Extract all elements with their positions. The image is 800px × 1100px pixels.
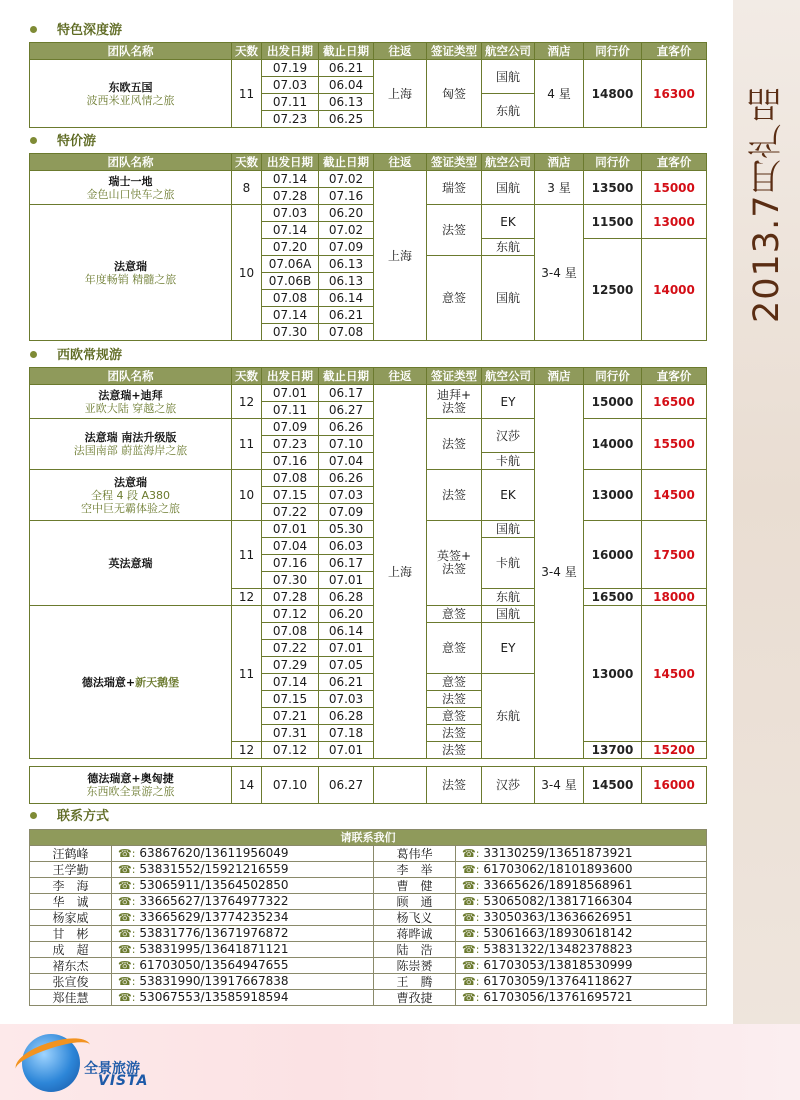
contact-name: 顾 通 (374, 894, 456, 910)
contact-row (30, 990, 707, 1006)
phone-icon: ☎: (118, 895, 136, 908)
phone-icon: ☎: (462, 975, 480, 988)
contact-name: 李 海 (30, 878, 112, 894)
phone-number: 53831990/13917667838 (139, 974, 289, 988)
contact-name: 褚东杰 (30, 958, 112, 974)
contact-name: 陆 浩 (374, 942, 456, 958)
contact-phone[interactable] (112, 878, 374, 894)
contact-row (30, 878, 707, 894)
bullet-icon (30, 351, 37, 358)
table-row: 法意瑞 年度畅销 精髓之旅 10 07.03 06.20 法签 EK 3-4 星 11500 13000 (30, 205, 707, 222)
contact-phone[interactable] (112, 894, 374, 910)
tour-name-cell: 东欧五国 波西米亚风情之旅 (30, 60, 232, 128)
table-row: 07.15 07.03 (30, 487, 707, 504)
phone-number: 53831995/13641871121 (139, 942, 289, 956)
contact-name: 杨飞义 (374, 910, 456, 926)
tour-table-western-europe-last (29, 766, 707, 804)
phone-number: 33130259/13651873921 (483, 846, 633, 860)
table-row: 07.21 06.28 意签 (30, 708, 707, 725)
tour-name-cell: 法意瑞+迪拜 亚欧大陆 穿越之旅 (30, 385, 232, 419)
table-row: 瑞士一地 金色山口快车之旅 8 07.14 07.02 上海 瑞签 国航 3 星 13500 15000 (30, 171, 707, 188)
phone-number: 53831552/15921216559 (139, 862, 289, 876)
table-row: 07.30 07.08 (30, 324, 707, 341)
phone-icon: ☎: (462, 927, 480, 940)
contact-name: 杨家威 (30, 910, 112, 926)
table-row: 德法瑞意+新天鹅堡 11 07.12 06.20 意签 国航 13000 14500 (30, 606, 707, 623)
contact-phone[interactable] (456, 958, 707, 974)
contact-name: 王 腾 (374, 974, 456, 990)
table-row: 07.20 07.09 东航 12500 14000 (30, 239, 707, 256)
table-row: 07.08 06.14 (30, 290, 707, 307)
table-row: 法意瑞+迪拜 亚欧大陆 穿越之旅 12 07.01 06.17 上海 迪拜+ 法签 EY 3-4 星 15000 16500 (30, 385, 707, 402)
phone-number: 33665626/18918568961 (483, 878, 633, 892)
tour-table-special-price (29, 153, 707, 341)
phone-number: 53065911/13564502850 (139, 878, 289, 892)
phone-icon: ☎: (462, 879, 480, 892)
contact-phone[interactable] (456, 910, 707, 926)
phone-icon: ☎: (118, 943, 136, 956)
contacts-table (29, 829, 707, 1006)
tour-name-cell: 法意瑞 全程 4 段 A380 空中巨无霸体验之旅 (30, 470, 232, 521)
contact-name: 曹孜捷 (374, 990, 456, 1006)
table-row: 07.22 07.01 (30, 640, 707, 657)
contact-row (30, 846, 707, 862)
phone-icon: ☎: (118, 863, 136, 876)
phone-icon: ☎: (462, 895, 480, 908)
phone-icon: ☎: (462, 863, 480, 876)
tour-name-cell: 瑞士一地 金色山口快车之旅 (30, 171, 232, 205)
section-title-special-deep: 特色深度游 (30, 23, 122, 39)
phone-number: 53831776/13671976872 (139, 926, 289, 940)
phone-icon: ☎: (462, 911, 480, 924)
phone-icon: ☎: (118, 991, 136, 1004)
contact-name: 郑佳慧 (30, 990, 112, 1006)
table-row: 07.29 07.05 (30, 657, 707, 674)
table-row: 07.14 07.02 (30, 222, 707, 239)
phone-icon: ☎: (462, 943, 480, 956)
table-row: 07.04 06.03 卡航 (30, 538, 707, 555)
tour-name-cell: 德法瑞意+新天鹅堡 (30, 606, 232, 759)
contact-phone[interactable] (456, 942, 707, 958)
contact-row (30, 942, 707, 958)
bullet-icon (30, 137, 37, 144)
contact-row (30, 910, 707, 926)
bullet-icon (30, 812, 37, 819)
tour-table-western-europe (29, 367, 707, 759)
table-row: 东欧五国 波西米亚风情之旅 11 07.19 06.21 上海 匈签 国航 4 星 14800 16300 (30, 60, 707, 77)
contact-phone[interactable] (112, 958, 374, 974)
contact-row (30, 974, 707, 990)
contact-phone[interactable] (456, 878, 707, 894)
phone-number: 61703053/13818530999 (483, 958, 633, 972)
table-row: 07.11 06.13 东航 (30, 94, 707, 111)
table-row: 12 07.12 07.01 法签 13700 15200 (30, 742, 707, 759)
contact-name: 李 举 (374, 862, 456, 878)
phone-icon: ☎: (118, 911, 136, 924)
table-row: 07.23 07.10 (30, 436, 707, 453)
contact-phone[interactable] (456, 846, 707, 862)
phone-number: 61703062/18101893600 (483, 862, 633, 876)
section-title-special-price: 特价游 (30, 134, 96, 150)
table-row: 07.14 06.21 意签 东航 (30, 674, 707, 691)
logo-text-en: VISTA (98, 1073, 149, 1089)
table-row: 英法意瑞 11 07.01 05.30 英签+ 法签 国航 16000 17500 (30, 521, 707, 538)
tour-name-cell: 英法意瑞 (30, 521, 232, 606)
contact-phone[interactable] (456, 974, 707, 990)
table-row: 07.06A 06.13 意签 国航 (30, 256, 707, 273)
phone-icon: ☎: (118, 927, 136, 940)
phone-number: 33050363/13636626951 (483, 910, 633, 924)
phone-number: 61703050/13564947655 (139, 958, 289, 972)
phone-number: 53061663/18930618142 (483, 926, 633, 940)
phone-icon: ☎: (118, 975, 136, 988)
contact-name: 葛伟华 (374, 846, 456, 862)
contact-name: 王学勤 (30, 862, 112, 878)
contact-rows (30, 846, 707, 1006)
contact-row (30, 958, 707, 974)
contact-phone[interactable] (112, 974, 374, 990)
contact-phone[interactable] (456, 926, 707, 942)
phone-icon: ☎: (462, 847, 480, 860)
phone-number: 53831322/13482378823 (483, 942, 633, 956)
contact-phone[interactable] (456, 862, 707, 878)
contacts-header: 请联系我们 (30, 830, 707, 846)
table-row: 法意瑞 南法升级版 法国南部 蔚蓝海岸之旅 11 07.09 06.26 法签 汉莎 14000 15500 (30, 419, 707, 436)
phone-icon: ☎: (118, 847, 136, 860)
table-row: 07.23 06.25 (30, 111, 707, 128)
phone-icon: ☎: (462, 959, 480, 972)
table-row: 12 07.28 06.28 东航 16500 18000 (30, 589, 707, 606)
contact-phone[interactable] (112, 862, 374, 878)
contact-phone[interactable] (456, 990, 707, 1006)
contact-name: 蒋晔诚 (374, 926, 456, 942)
contact-phone[interactable] (112, 846, 374, 862)
contact-row (30, 926, 707, 942)
bullet-icon (30, 26, 37, 33)
table-row: 07.03 06.04 (30, 77, 707, 94)
table-row: 法意瑞 全程 4 段 A380 空中巨无霸体验之旅 10 07.08 06.26 法签 EK 13000 14500 (30, 470, 707, 487)
table-header: 团队名称 天数 出发日期 截止日期 往返 签证类型 航空公司 酒店 同行价 直客价 (30, 368, 707, 385)
contact-name: 甘 彬 (30, 926, 112, 942)
table-row: 07.16 06.17 (30, 555, 707, 572)
contact-name: 曹 健 (374, 878, 456, 894)
table-row: 德法瑞意+奥匈捷 东西欧全景游之旅 14 07.10 06.27 法签 汉莎 3-4 星 14500 16000 (30, 767, 707, 804)
phone-number: 53065082/13817166304 (483, 894, 633, 908)
table-row: 07.16 07.04 卡航 (30, 453, 707, 470)
phone-number: 33665629/13774235234 (139, 910, 289, 924)
contact-name: 成 超 (30, 942, 112, 958)
table-row: 07.30 07.01 (30, 572, 707, 589)
contact-name: 陈崇赟 (374, 958, 456, 974)
table-row: 07.31 07.18 法签 (30, 725, 707, 742)
logo-text-cn: 全景旅游 (84, 1061, 140, 1077)
phone-icon: ☎: (118, 959, 136, 972)
tour-table-special-deep (29, 42, 707, 128)
contact-row (30, 894, 707, 910)
section-title-western-europe: 西欧常规游 (30, 348, 122, 364)
table-header: 团队名称 天数 出发日期 截止日期 往返 签证类型 航空公司 酒店 同行价 直客价 (30, 43, 707, 60)
table-row: 07.14 06.21 (30, 307, 707, 324)
contact-name: 华 诚 (30, 894, 112, 910)
contact-phone[interactable] (112, 910, 374, 926)
table-row: 07.08 06.14 意签 EY (30, 623, 707, 640)
phone-number: 53067553/13585918594 (139, 990, 289, 1004)
table-row: 07.28 07.16 (30, 188, 707, 205)
tour-name-cell: 德法瑞意+奥匈捷 东西欧全景游之旅 (30, 767, 232, 804)
phone-number: 63867620/13611956049 (139, 846, 289, 860)
phone-number: 61703056/13761695721 (483, 990, 633, 1004)
table-header: 团队名称 天数 出发日期 截止日期 往返 签证类型 航空公司 酒店 同行价 直客价 (30, 154, 707, 171)
tour-name-cell: 法意瑞 南法升级版 法国南部 蔚蓝海岸之旅 (30, 419, 232, 470)
phone-icon: ☎: (462, 991, 480, 1004)
tour-name-cell: 法意瑞 年度畅销 精髓之旅 (30, 205, 232, 341)
table-row: 07.11 06.27 (30, 402, 707, 419)
contact-row (30, 862, 707, 878)
section-title-contacts: 联系方式 (30, 809, 109, 825)
phone-number: 61703059/13764118627 (483, 974, 633, 988)
contact-phone[interactable] (112, 990, 374, 1006)
phone-number: 33665627/13764977322 (139, 894, 289, 908)
contact-phone[interactable] (112, 942, 374, 958)
phone-icon: ☎: (118, 879, 136, 892)
contact-name: 张宣俊 (30, 974, 112, 990)
table-row: 07.06B 06.13 (30, 273, 707, 290)
table-row: 07.22 07.09 (30, 504, 707, 521)
contact-name: 汪鹤峰 (30, 846, 112, 862)
contact-phone[interactable] (456, 894, 707, 910)
table-row: 07.15 07.03 法签 (30, 691, 707, 708)
contact-phone[interactable] (112, 926, 374, 942)
side-title: 2013.7月产品 (747, 86, 787, 324)
